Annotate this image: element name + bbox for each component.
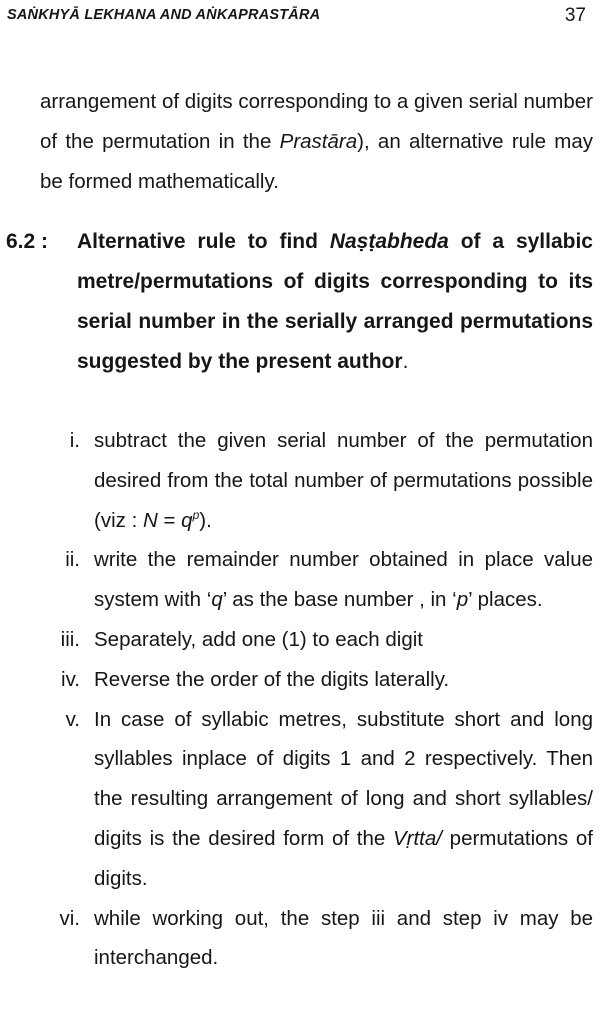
variable-p: p — [456, 588, 469, 612]
step-text-part: ’ as the base number , in ‘ — [222, 588, 457, 612]
section-title — [77, 222, 593, 382]
step-number: vi. — [59, 906, 80, 930]
step-item — [30, 540, 593, 620]
intro-italic-term: Prastāra — [279, 130, 358, 153]
intro-paragraph — [40, 82, 593, 202]
step-italic-term: Vṛtta/ — [392, 826, 442, 850]
step-text: Reverse the order of the digits laterally. — [94, 667, 450, 691]
step-number: iii. — [60, 627, 80, 651]
step-number: i. — [69, 429, 80, 452]
formula-n: N — [142, 508, 158, 532]
intro-text-2: ), an alternative rule may be formed mathematically. — [40, 130, 594, 193]
step-text-part: write the remainder number obtained in place value system with ‘ — [94, 548, 593, 612]
step-item — [30, 899, 593, 979]
step-number: v. — [65, 707, 80, 731]
formula-equals: = — [157, 508, 182, 532]
running-title: SAṄKHYĀ LEKHANA AND AṄKAPRASTĀRA — [7, 7, 321, 23]
step-text — [94, 700, 593, 899]
step-number: iv. — [61, 667, 80, 691]
step-item — [30, 700, 593, 899]
page-number: 37 — [564, 5, 586, 26]
step-text: Separately, add one (1) to each digit — [94, 627, 423, 651]
variable-q: q — [211, 588, 223, 612]
step-item — [30, 660, 593, 700]
step-text-part: permutations of digits. — [94, 826, 593, 890]
step-text-part: ’ places. — [468, 588, 543, 612]
step-item — [30, 421, 593, 540]
section-title-text-1: Alternative rule to find — [77, 230, 330, 253]
step-text-part: subtract the given serial number of the permutation desired from the total number of permutations possible (viz : — [94, 429, 593, 532]
section-title-end: . — [402, 350, 409, 373]
steps-list — [30, 421, 593, 978]
step-text-part: ). — [199, 508, 212, 532]
step-text — [94, 421, 593, 540]
section-heading — [6, 222, 593, 382]
section-title-italic: Naṣṭabheda — [329, 230, 449, 253]
section-number: 6.2 : — [6, 230, 49, 253]
page-header — [7, 3, 590, 29]
formula-q: q — [181, 508, 193, 532]
formula-p: p — [192, 507, 200, 522]
step-number: ii. — [65, 548, 80, 572]
section-title-text-2: of a syllabic metre/permutations of digits corresponding to its serial number in the serially arranged permutations suggested by the present author — [77, 230, 593, 373]
step-text — [94, 540, 593, 620]
step-text-part: In case of syllabic metres, substitute short and long syllables inplace of digits 1 and 2 respectively. Then the resulting arrangement of long and short syllables/ digits is the desired form of the — [94, 707, 593, 850]
step-item — [30, 620, 593, 660]
step-text: while working out, the step iii and step iv may be interchanged. — [94, 906, 593, 970]
intro-text-1: arrangement of digits corresponding to a given serial number of the permutation in the — [40, 90, 593, 153]
